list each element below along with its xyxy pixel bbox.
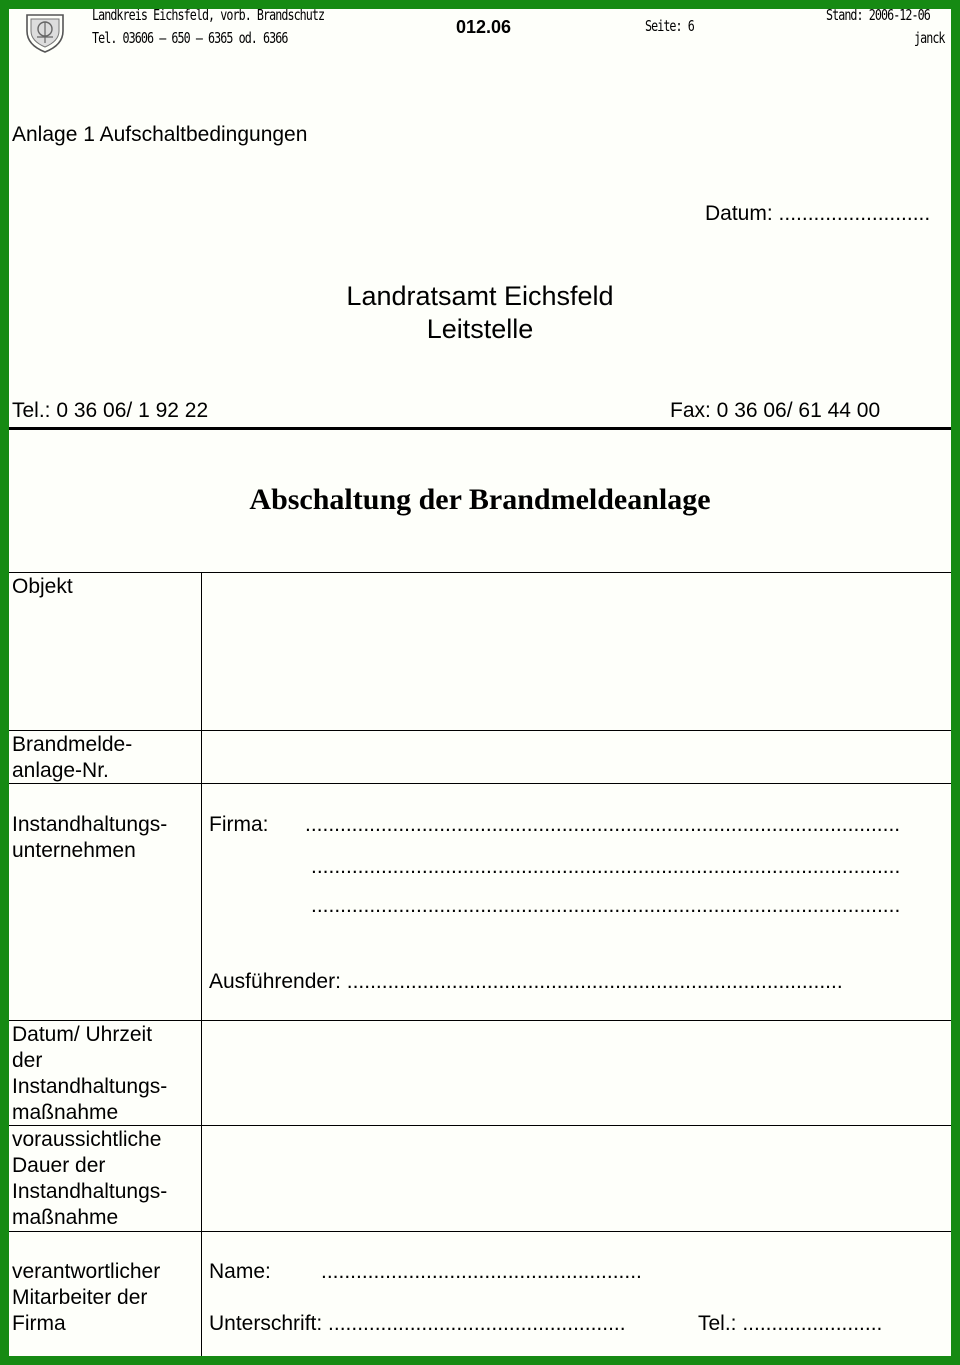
table-top-line (9, 572, 951, 573)
row-label-maintenance-company-2: unternehmen (12, 839, 136, 862)
row-label-datetime-1: Datum/ Uhrzeit (12, 1023, 153, 1046)
company-label: Firma: (209, 813, 269, 836)
row-label-duration-3: Instandhaltungs- (12, 1180, 168, 1203)
attachment-heading: Anlage 1 Aufschaltbedingungen (12, 123, 308, 146)
table-row-line (9, 1125, 951, 1126)
table-row-line (9, 730, 951, 731)
date-field: Datum: .......................... (705, 202, 931, 225)
row-label-responsible-3: Firma (12, 1312, 66, 1335)
row-label-alarm-system-2: anlage-Nr. (12, 759, 109, 782)
office-name: Landratsamt Eichsfeld (346, 281, 614, 311)
row-label-object: Objekt (12, 575, 73, 598)
name-dots-field[interactable]: ....................................................... (321, 1260, 642, 1283)
company-dots-line-1[interactable]: ...................................................................................................... (305, 813, 901, 836)
phone-field[interactable]: Tel.: ........................ (698, 1312, 883, 1335)
table-row-line (9, 1020, 951, 1021)
name-label: Name: (209, 1260, 271, 1283)
table-row-line (9, 783, 951, 784)
header-doc-number: 012.06 (456, 17, 512, 37)
company-dots-line-2[interactable]: ..................................................................................................... (311, 855, 901, 878)
row-label-datetime-4: maßnahme (12, 1101, 119, 1124)
executor-field[interactable]: Ausführender: ..................................................................................... (209, 970, 843, 993)
header-stand-date: Stand: 2006-12-06 (826, 6, 930, 24)
office-department: Leitstelle (426, 314, 534, 344)
row-label-datetime-2: der (12, 1049, 43, 1072)
table-row-line (9, 1231, 951, 1232)
row-label-duration-2: Dauer der (12, 1154, 106, 1177)
header-page-number: Seite: 6 (645, 17, 694, 35)
header-phone: Tel. 03606 – 650 – 6365 od. 6366 (92, 29, 288, 47)
office-phone: Tel.: 0 36 06/ 1 92 22 (12, 399, 209, 422)
row-label-datetime-3: Instandhaltungs- (12, 1075, 168, 1098)
signature-field[interactable]: Unterschrift: ................................................... (209, 1312, 626, 1335)
header-divider (9, 427, 951, 430)
row-label-alarm-system-1: Brandmelde- (12, 733, 133, 756)
row-label-responsible-2: Mitarbeiter der (12, 1286, 148, 1309)
company-dots-line-3[interactable]: ..................................................................................................... (311, 894, 901, 917)
table-column-divider (201, 572, 202, 1365)
row-label-duration-4: maßnahme (12, 1206, 119, 1229)
header-author: janck (914, 29, 945, 47)
row-label-maintenance-company-1: Instandhaltungs- (12, 813, 168, 836)
row-label-duration-1: voraussichtliche (12, 1128, 162, 1151)
office-fax: Fax: 0 36 06/ 61 44 00 (670, 399, 881, 422)
form-title: Abschaltung der Brandmeldeanlage (249, 483, 711, 516)
row-label-responsible-1: verantwortlicher (12, 1260, 161, 1283)
header-district: Landkreis Eichsfeld, vorb. Brandschutz (92, 6, 325, 24)
coat-of-arms-icon (23, 9, 67, 53)
